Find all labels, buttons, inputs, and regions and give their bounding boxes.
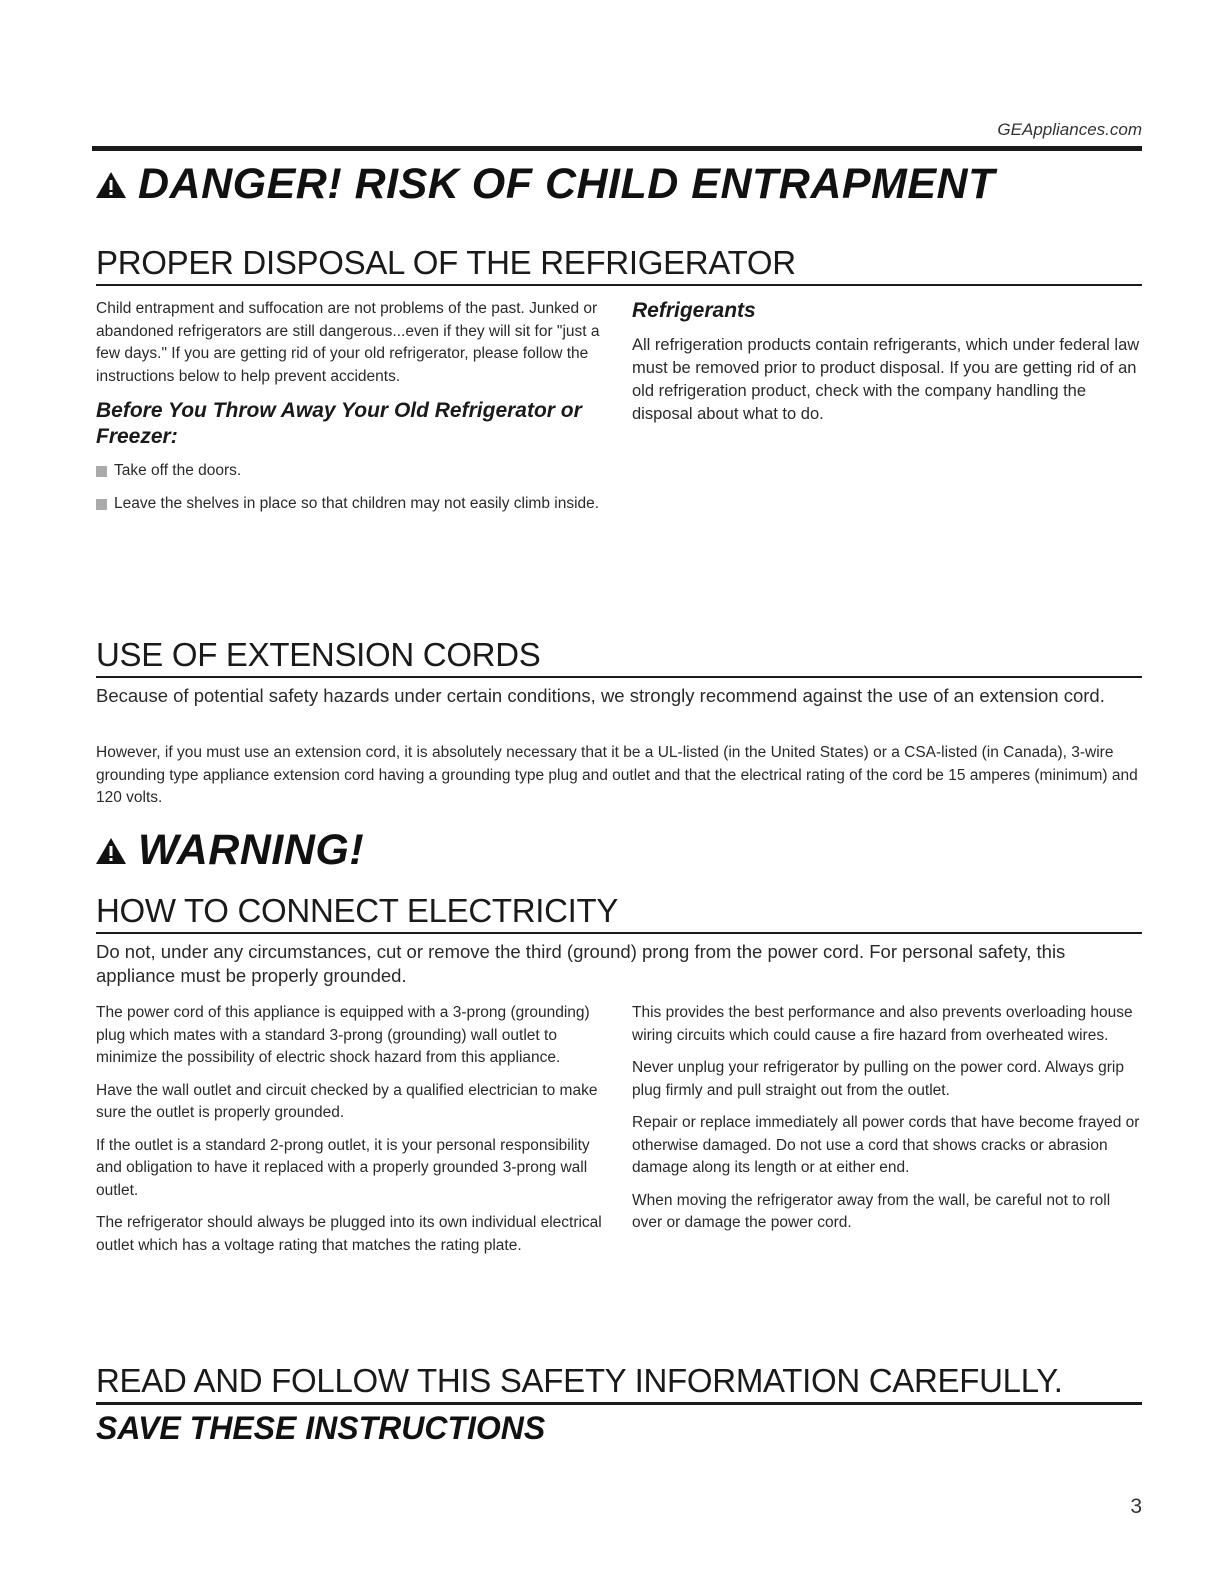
list-item: Leave the shelves in place so that children may not easily climb inside. (96, 493, 606, 516)
paragraph: Repair or replace immediately all power cords that have become frayed or otherwise damaged. Do not use a cord that shows cracks or abrasion damage along its length or at either end. (632, 1114, 1140, 1176)
paragraph: The power cord of this appliance is equipped with a 3-prong (grounding) plug which mates with a standard 3-prong (grounding) wall outlet to minimize the possibility of electric shock hazard from this appliance. (96, 1004, 590, 1066)
top-rule (92, 146, 1142, 151)
extension-lead: Because of potential safety hazards under certain conditions, we strongly recommend against the use of an extension cord. (96, 685, 1105, 706)
warning-title-text: WARNING! (138, 826, 365, 874)
site-url: GEAppliances.com (997, 120, 1142, 139)
danger-title (94, 160, 995, 209)
disposal-right-column (632, 298, 1140, 436)
refrigerants-text: All refrigeration products contain refrigerants, which under federal law must be removed prior to product disposal. If you are getting rid of an old refrigeration product, check with the company handling the disposal about what to do. (632, 336, 1140, 423)
paragraph: When moving the refrigerator away from the wall, be careful not to roll over or damage the power cord. (632, 1191, 1111, 1231)
paragraph: If the outlet is a standard 2-prong outlet, it is your personal responsibility and obligation to have it replaced with a properly grounded 3-prong wall outlet. (96, 1136, 590, 1199)
before-throw-away-heading: Before You Throw Away Your Old Refrigerator or Freezer: (96, 399, 582, 448)
extension-text: However, if you must use an extension cord, it is absolutely necessary that it be a UL-listed (in the United States) or a CSA-listed (in Canada), 3-wire grounding type appliance extension cord having a grounding type plug and outlet and that the electrical rating of the cord be 15 amperes (minimum) and 120 volts. (96, 744, 1138, 806)
paragraph: Never unplug your refrigerator by pulling on the power cord. Always grip plug firmly and pull straight out from the outlet. (632, 1059, 1124, 1099)
electricity-lead: Do not, under any circumstances, cut or remove the third (ground) prong from the power cord. For personal safety, this appliance must be properly grounded. (96, 941, 1066, 986)
list-item: Take off the doors. (96, 460, 606, 483)
warning-triangle-icon (94, 836, 128, 866)
save-instructions: SAVE THESE INSTRUCTIONS (96, 1410, 546, 1446)
danger-title-text: DANGER! RISK OF CHILD ENTRAPMENT (138, 160, 995, 208)
electricity-left-column (96, 1002, 610, 1267)
read-follow-heading: READ AND FOLLOW THIS SAFETY INFORMATION CAREFULLY. (96, 1362, 1142, 1405)
disposal-left-column (96, 298, 606, 525)
page-number: 3 (1130, 1495, 1142, 1518)
warning-title (94, 826, 364, 875)
electricity-right-column (632, 1002, 1142, 1245)
paragraph: This provides the best performance and also prevents overloading house wiring circuits which could cause a fire hazard from overheated wires. (632, 1004, 1133, 1044)
bullet-square-icon (96, 499, 107, 510)
paragraph: Have the wall outlet and circuit checked by a qualified electrician to make sure the outlet is properly grounded. (96, 1081, 598, 1121)
paragraph: The refrigerator should always be plugged into its own individual electrical outlet which has a voltage rating that matches the rating plate. (96, 1214, 602, 1254)
disposal-intro: Child entrapment and suffocation are not problems of the past. Junked or abandoned refrigerators are still dangerous...even if they will sit for "just a few days." If you are getting rid of your old refrigerator, please follow the instructions below to help prevent accidents. (96, 300, 600, 385)
extension-heading: USE OF EXTENSION CORDS (96, 636, 1142, 678)
refrigerants-heading: Refrigerants (632, 299, 756, 322)
bullet-square-icon (96, 466, 107, 477)
disposal-heading: PROPER DISPOSAL OF THE REFRIGERATOR (96, 244, 1142, 286)
electricity-heading: HOW TO CONNECT ELECTRICITY (96, 892, 1142, 934)
warning-triangle-icon (94, 170, 128, 200)
